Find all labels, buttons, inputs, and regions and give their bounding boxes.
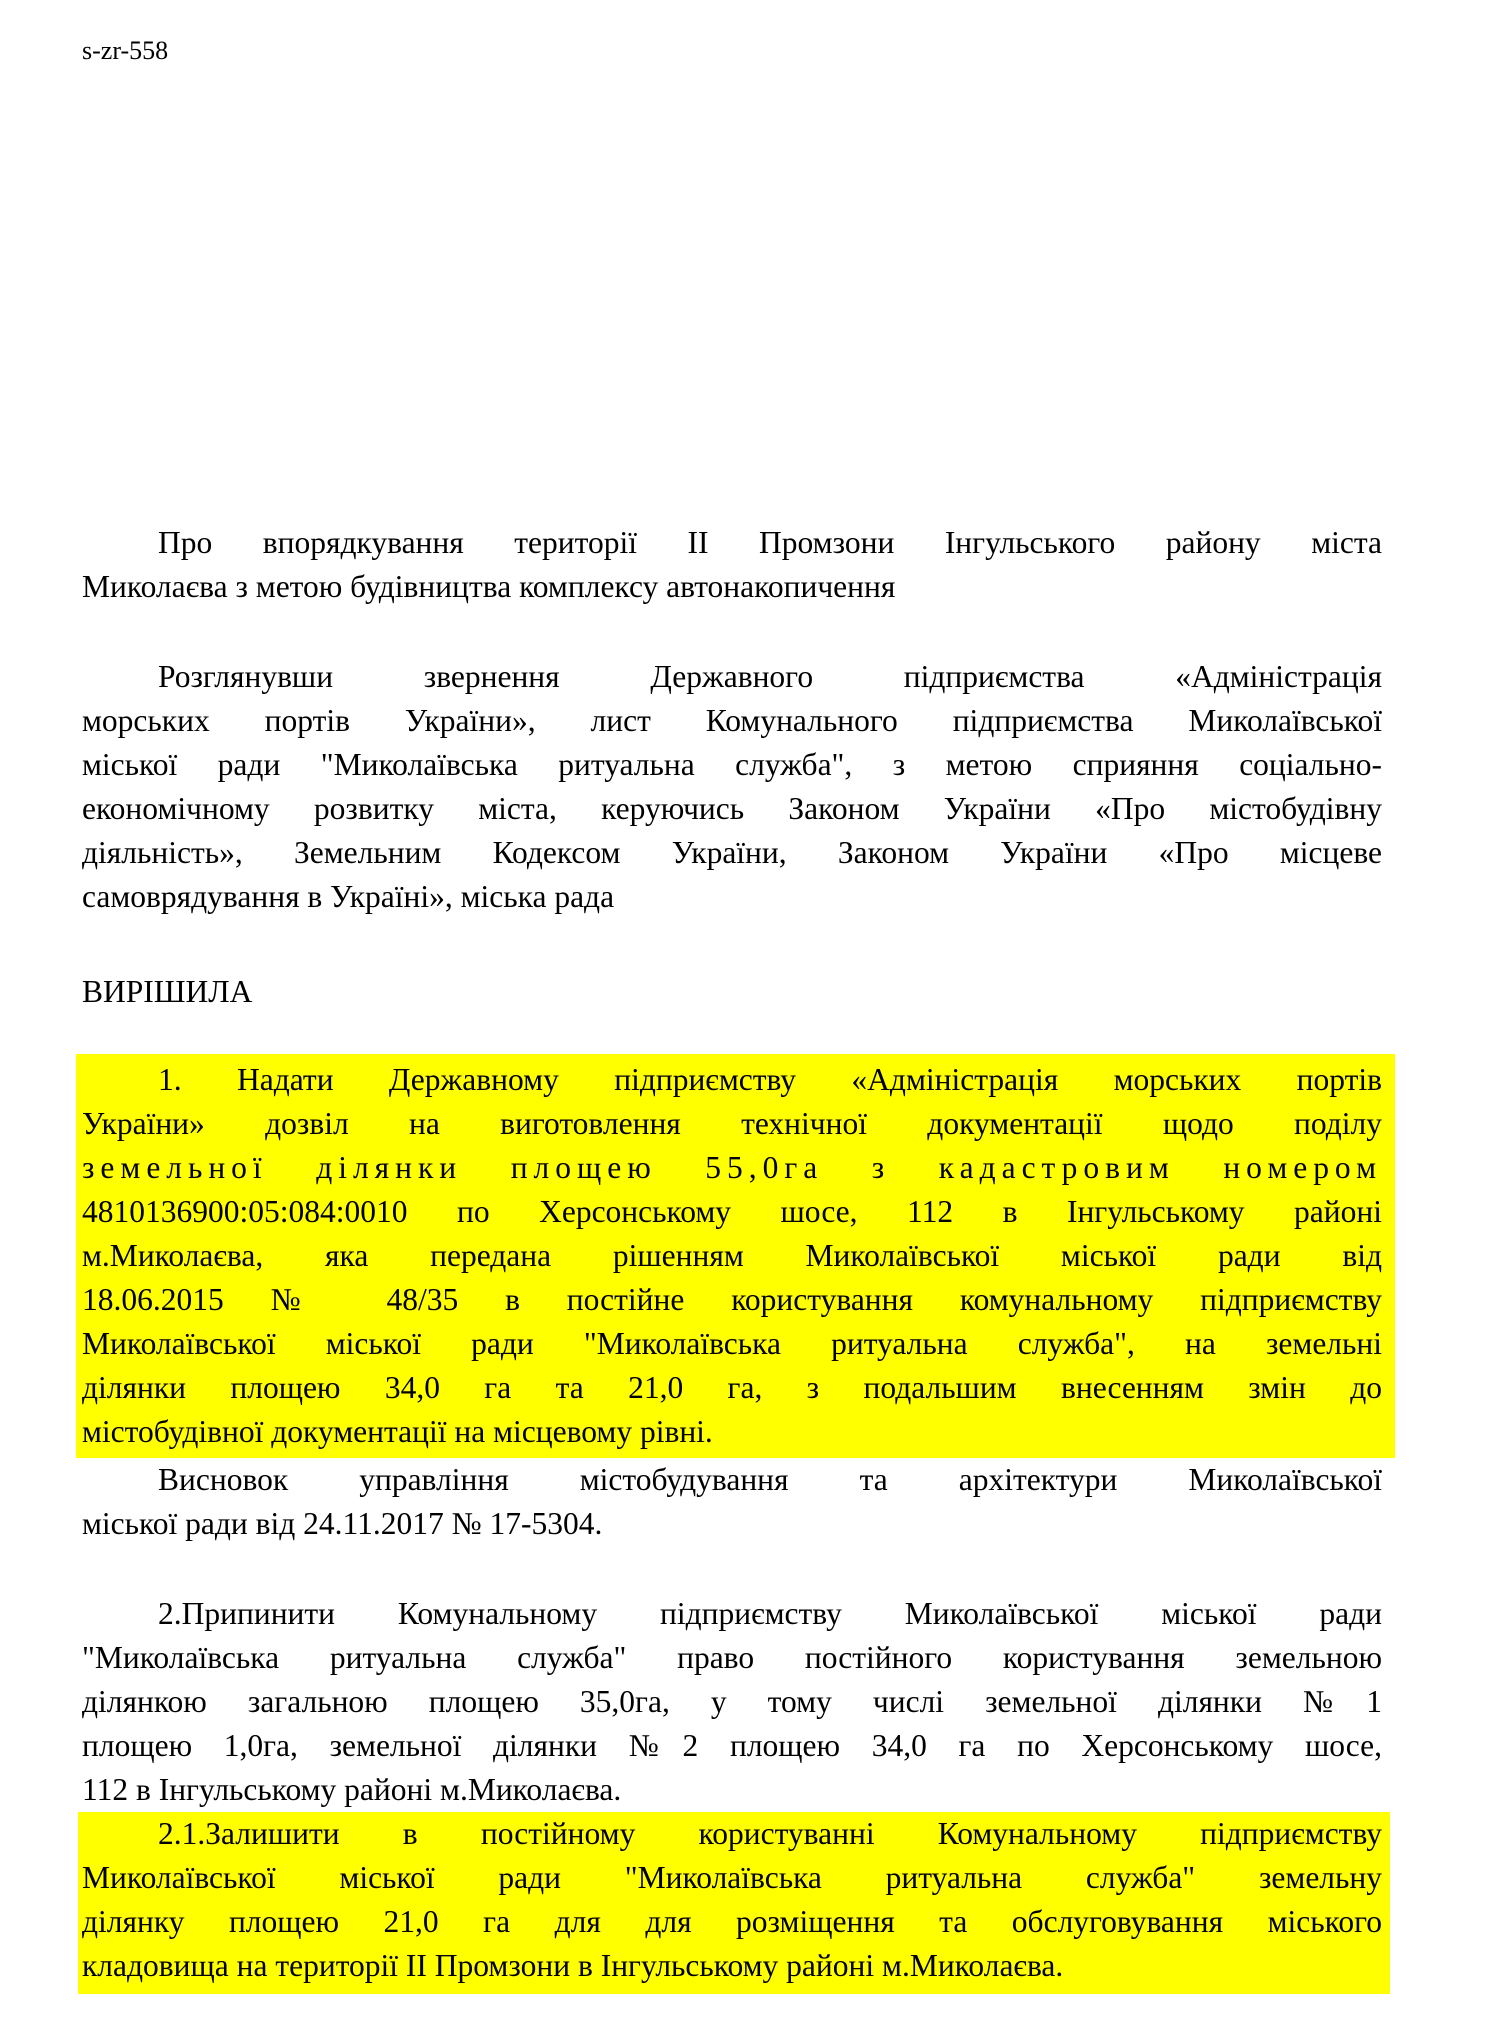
preamble-line: самоврядування в Україні», міська рада	[82, 879, 615, 914]
item1-line: ділянки площею 34,0 га та 21,0 га, з подальшим внесенням змін до	[82, 1370, 1382, 1405]
item2-line: 2.Припинити Комунальному підприємству Миколаївської міської ради	[158, 1596, 1382, 1631]
conclusion-line: міської ради від 24.11.2017 № 17-5304.	[82, 1506, 603, 1541]
conclusion-line: Висновок управління містобудування та архітектури Миколаївської	[158, 1462, 1382, 1497]
item2-1-line: Миколаївської міської ради "Миколаївська ритуальна служба" земельну	[82, 1860, 1382, 1895]
decision-heading: ВИРІШИЛА	[82, 974, 253, 1009]
item2-line: ділянкою загальною площею 35,0га, у тому числі земельної ділянки №1	[82, 1684, 1382, 1719]
preamble-line: економічному розвитку міста, керуючись Законом України «Про містобудівну	[82, 791, 1382, 826]
preamble-line: діяльність», Земельним Кодексом України, Законом України «Про місцеве	[82, 835, 1382, 870]
item1-line: земельної ділянки площею 55,0га з кадастровим номером	[82, 1150, 1382, 1185]
item2-1-paragraph	[82, 1812, 1382, 1988]
document-title	[82, 521, 1382, 609]
item1-line: 18.06.2015 № 48/35 в постійне користування комунальному підприємству	[82, 1282, 1382, 1317]
item2-1-line: кладовища на території ІІ Промзони в Інгульському районі м.Миколаєва.	[82, 1948, 1064, 1983]
item2-line: 112 в Інгульському районі м.Миколаєва.	[82, 1772, 622, 1807]
preamble-line: Розглянувши звернення Державного підприємства «Адміністрація	[158, 659, 1382, 694]
preamble-line: міської ради "Миколаївська ритуальна служба", з метою сприяння соціально-	[82, 747, 1382, 782]
item1-line: 1. Надати Державному підприємству «Адміністрація морських портів	[158, 1062, 1382, 1097]
item1-line: України» дозвіл на виготовлення технічної документації щодо поділу	[82, 1106, 1382, 1141]
item1-paragraph	[82, 1058, 1382, 1454]
item2-line: площею 1,0га, земельної ділянки №2 площею 34,0 га по Херсонському шосе,	[82, 1728, 1382, 1763]
title-line: Про впорядкування території ІІ Промзони Інгульського району міста	[158, 525, 1382, 560]
item1-line: Миколаївської міської ради "Миколаївська ритуальна служба", на земельні	[82, 1326, 1382, 1361]
item2-line: "Миколаївська ритуальна служба" право постійного користування земельною	[82, 1640, 1382, 1675]
item2-paragraph	[82, 1592, 1382, 1812]
preamble-line: морських портів України», лист Комунального підприємства Миколаївської	[82, 703, 1382, 738]
conclusion-paragraph	[82, 1458, 1382, 1546]
item1-line: м.Миколаєва, яка передана рішенням Миколаївської міської ради від	[82, 1238, 1382, 1273]
preamble-paragraph	[82, 655, 1382, 919]
title-line: Миколаєва з метою будівництва комплексу автонакопичення	[82, 569, 896, 604]
item1-line: 4810136900:05:084:0010 по Херсонському шосе, 112 в Інгульському районі	[82, 1194, 1382, 1229]
item2-1-line: ділянку площею 21,0 га для для розміщення та обслуговування міського	[82, 1904, 1382, 1939]
item2-1-line: 2.1.Залишити в постійному користуванні Комунальному підприємству	[158, 1816, 1382, 1851]
item1-line: містобудівної документації на місцевому рівні.	[82, 1414, 713, 1449]
document-code: s-zr-558	[82, 36, 169, 65]
